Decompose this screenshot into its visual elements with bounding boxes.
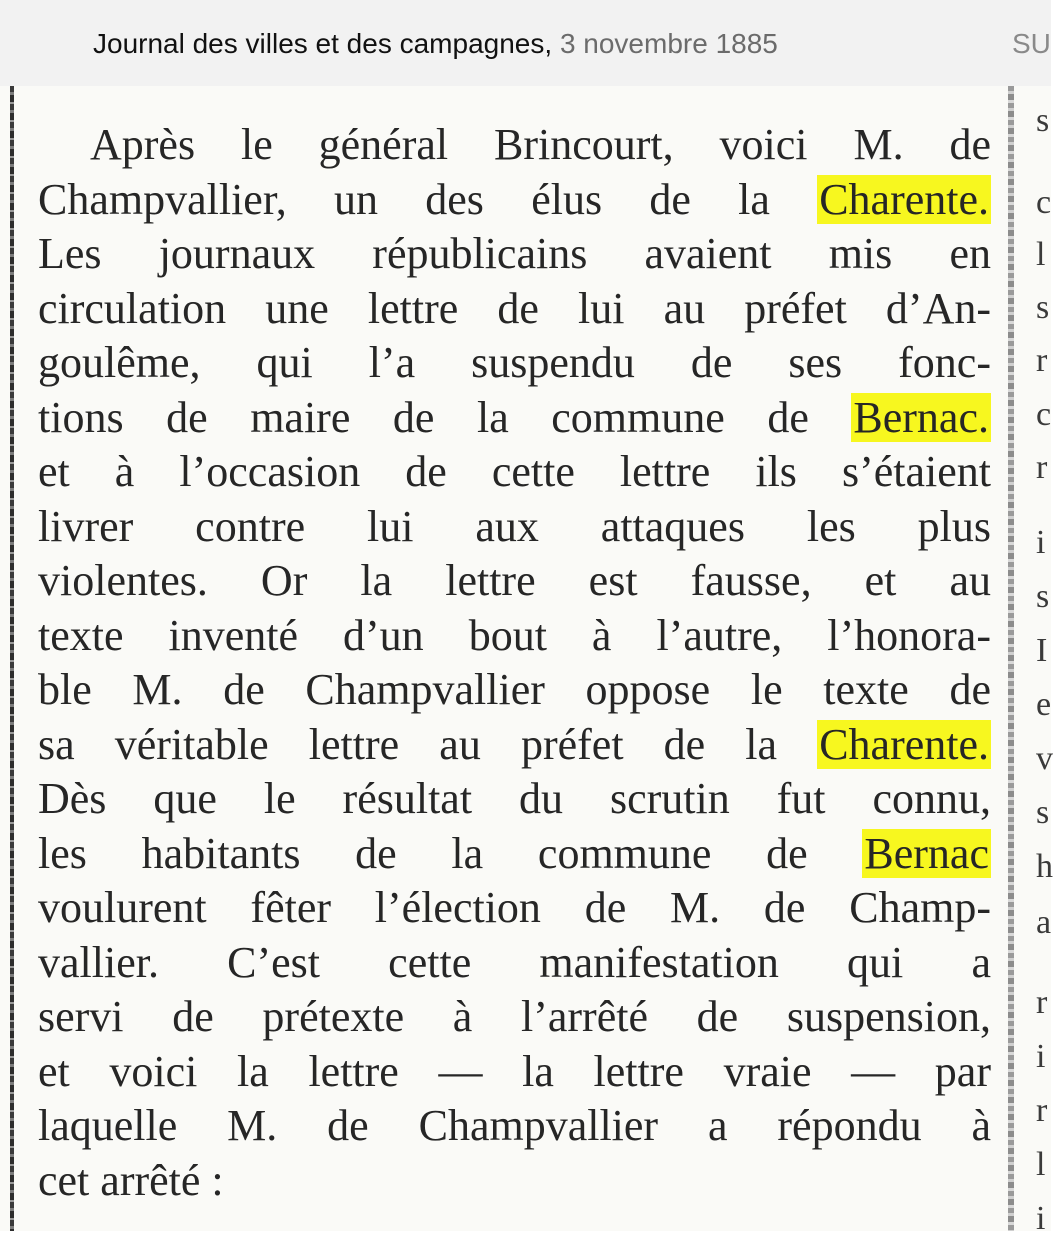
adjacent-column-fragment: l	[1036, 1146, 1046, 1183]
adjacent-column-fragment: r	[1036, 984, 1048, 1021]
column-rule-left	[10, 86, 14, 1231]
article-text: sa véritable lettre au préfet de la	[38, 719, 818, 769]
article-line	[38, 227, 991, 282]
article-text: et voici la lettre — la lettre vraie — par	[38, 1046, 991, 1096]
article-text: Les journaux républicains avaient mis en	[38, 229, 991, 278]
article-text: ble M. de Champvallier oppose le texte de	[38, 665, 991, 714]
adjacent-column-fragment: h	[1036, 848, 1053, 885]
article-text: Dès que le résultat du scrutin fut connu,	[38, 774, 991, 823]
viewer-header	[0, 0, 1051, 86]
adjacent-column-fragment: i	[1036, 1200, 1046, 1237]
article-text: circulation une lettre de lui au préfet d’An-	[38, 283, 991, 333]
article-text: goulême, qui l’a suspendu de ses fonc-	[38, 338, 991, 387]
article-line	[38, 391, 991, 446]
adjacent-column-fragment: l	[1036, 236, 1046, 273]
article-column	[38, 118, 991, 1208]
article-text: vallier. C’est cette manifestation qui a	[38, 937, 991, 987]
journal-name: Journal des villes et des campagnes,	[93, 28, 553, 59]
article-text: texte inventé d’un bout à l’autre, l’honora-	[38, 610, 991, 660]
next-result-tab[interactable]: SU	[1012, 28, 1051, 59]
article-line	[38, 1154, 991, 1209]
article-line	[38, 609, 991, 664]
adjacent-column-fragment: s	[1036, 289, 1050, 326]
article-line	[38, 1045, 991, 1100]
adjacent-column-fragment: r	[1036, 342, 1048, 379]
article-line	[38, 554, 991, 609]
adjacent-column-fragment: r	[1036, 1092, 1048, 1129]
adjacent-column-fragment: r	[1036, 449, 1048, 486]
article-text: violentes. Or la lettre est fausse, et au	[38, 556, 991, 605]
article-line	[38, 336, 991, 391]
adjacent-column-fragment: a	[1036, 904, 1052, 941]
article-text: et à l’occasion de cette lettre ils s’étaient	[38, 447, 991, 496]
article-line	[38, 282, 991, 337]
adjacent-column-fragment: I	[1036, 632, 1048, 669]
adjacent-column-fragment: s	[1036, 102, 1050, 139]
adjacent-column-fragment: e	[1036, 686, 1052, 723]
article-line	[38, 827, 991, 882]
article-line	[38, 173, 991, 228]
adjacent-column-edge	[1030, 86, 1053, 1237]
search-highlight: Bernac	[864, 828, 989, 878]
article-text: tions de maire de la commune de	[38, 392, 852, 442]
adjacent-column-fragment: s	[1036, 794, 1050, 831]
article-text: cet arrêté :	[38, 1155, 224, 1205]
publication-date: 3 novembre 1885	[559, 28, 778, 59]
article-line	[38, 445, 991, 500]
article-text: livrer contre lui aux attaques les plus	[38, 501, 991, 551]
article-line	[38, 1099, 991, 1154]
article-text: voulurent fêter l’élection de M. de Champ-	[38, 883, 991, 932]
search-highlight: Bernac.	[853, 392, 989, 442]
article-line	[38, 500, 991, 555]
article-line	[38, 663, 991, 718]
adjacent-column-fragment: i	[1036, 524, 1046, 561]
search-highlight: Charente.	[819, 719, 989, 769]
article-line	[38, 718, 991, 773]
article-text: laquelle M. de Champvallier a répondu à	[38, 1101, 991, 1150]
article-text: Champvallier, un des élus de la	[38, 174, 818, 224]
adjacent-column-fragment: v	[1036, 740, 1053, 777]
adjacent-column-fragment: s	[1036, 578, 1050, 615]
search-highlight: Charente.	[819, 174, 989, 224]
article-line	[38, 936, 991, 991]
article-text: servi de prétexte à l’arrêté de suspension,	[38, 992, 991, 1041]
column-rule-right	[1008, 86, 1014, 1231]
adjacent-column-fragment: c	[1036, 184, 1052, 221]
article-line	[38, 990, 991, 1045]
adjacent-column-fragment: c	[1036, 396, 1052, 433]
article-line	[38, 772, 991, 827]
article-text: Après le général Brincourt, voici M. de	[90, 120, 991, 169]
adjacent-column-fragment: i	[1036, 1038, 1046, 1075]
document-title[interactable]	[93, 28, 778, 60]
article-line	[38, 881, 991, 936]
article-line	[38, 118, 991, 173]
article-text: les habitants de la commune de	[38, 828, 863, 878]
